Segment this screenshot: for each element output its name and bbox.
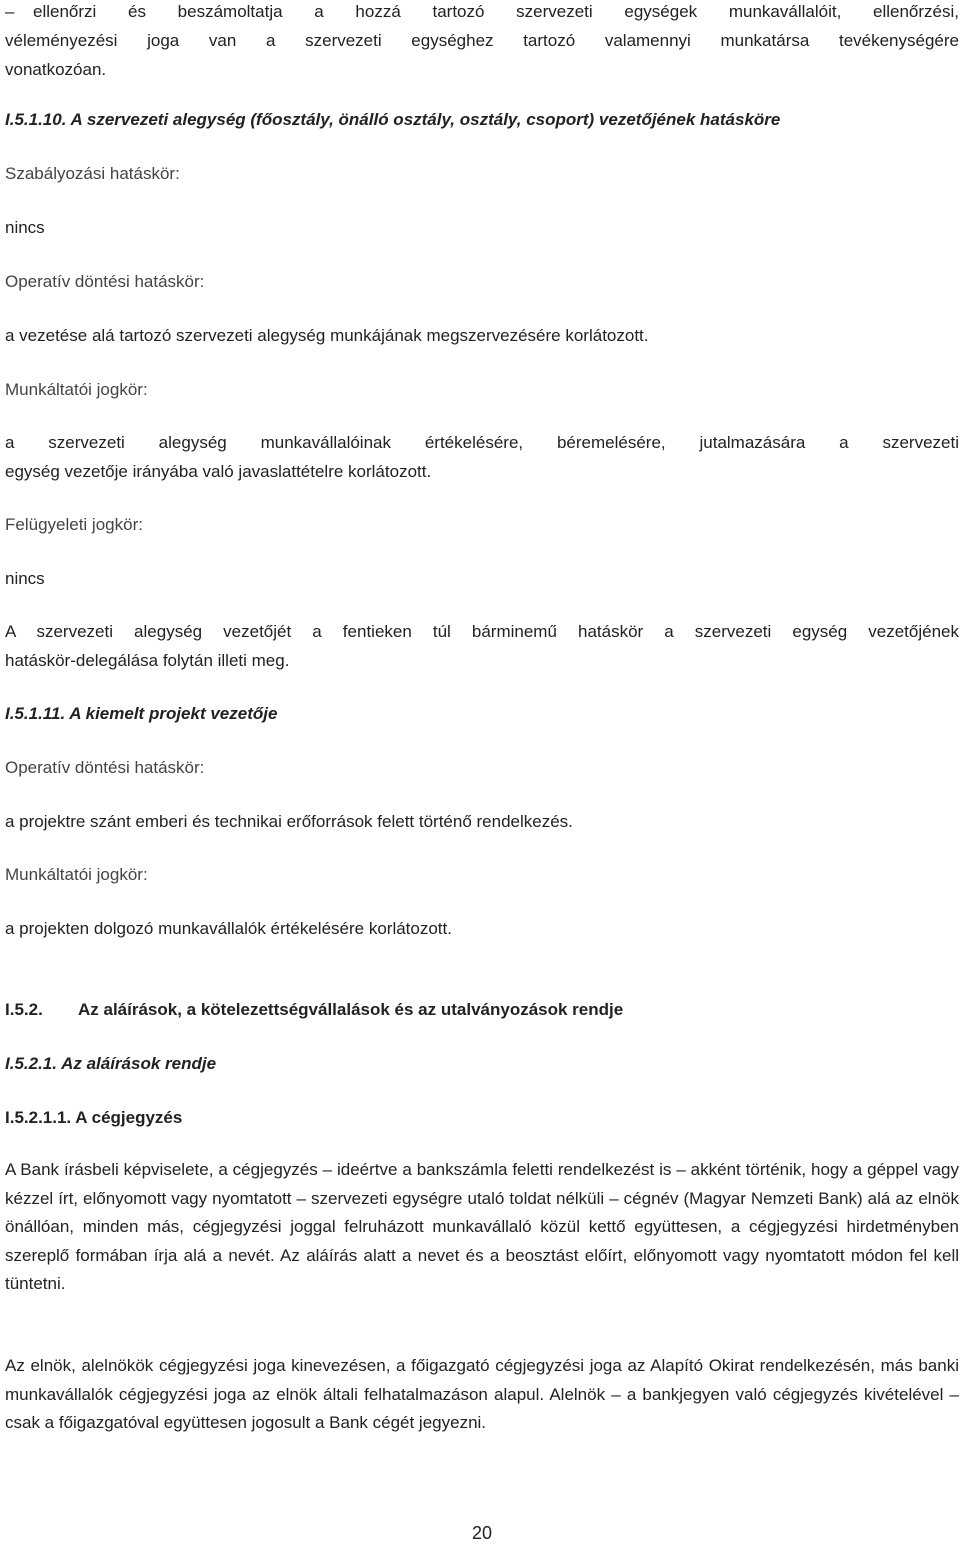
section-heading: I.5.1.11. A kiemelt projekt vezetője [5,704,278,723]
operative-authority-value: a vezetése alá tartozó szervezeti alegység munkájának megszervezésére korlátozott. [5,326,649,345]
note-line: hatáskör-delegálása folytán illeti meg. [5,651,290,670]
chapter-heading [5,1000,959,1020]
employer-authority-label: Munkáltatói jogkör: [5,380,148,399]
page-number: 20 [471,1523,493,1543]
list-item-line: vonatkozóan. [5,60,107,79]
employer-authority-value-line: egység vezetője irányába való javaslattételre korlátozott. [5,462,432,481]
list-item-line: ellenőrzi és beszámoltatja a hozzá tartozó szervezeti egységek munkavállalóit, ellenőrzési, [33,2,959,21]
regulatory-authority-label: Szabályozási hatáskör: [5,164,180,183]
chapter-number: I.5.2. [5,1000,43,1019]
employer-authority-value: a projekten dolgozó munkavállalók értékelésére korlátozott. [5,919,452,938]
operative-authority-value: a projektre szánt emberi és technikai erőforrások felett történő rendelkezés. [5,812,573,831]
paragraph: A Bank írásbeli képviselete, a cégjegyzés – ideértve a bankszámla feletti rendelkezést is – akként történik, hogy a géppel vagy kézzel írt, előnyomott vagy nyomtatott – szervezeti egységre utaló toldat nélküli – cégnév (Magyar Nemzeti Bank) alá az elnök önállóan, minden más, cégjegyzési joggal felruházott munkavállaló közül kettő együttesen, a cégjegyzési hirdetményben szereplő formában írja alá a nevét. Az aláírás alatt a nevet és a beosztást előírt, előnyomott vagy nyomtatott módon fel kell tüntetni. [5,1160,959,1293]
note-line: A szervezeti alegység vezetőjét a fentieken túl bárminemű hatáskör a szervezeti egység vezetőjének [5,622,959,641]
employer-authority-value-line: a szervezeti alegység munkavállalóinak értékelésére, béremelésére, jutalmazására a szervezeti [5,433,959,452]
employer-authority-label: Munkáltatói jogkör: [5,865,148,884]
list-item-line: véleményezési joga van a szervezeti egységhez tartozó valamennyi munkatársa tevékenységére [5,31,959,50]
operative-authority-label: Operatív döntési hatáskör: [5,758,205,777]
operative-authority-label: Operatív döntési hatáskör: [5,272,205,291]
supervisory-authority-value: nincs [5,569,45,588]
subsub-heading: I.5.2.1.1. A cégjegyzés [5,1108,183,1127]
list-dash: – [5,2,15,21]
chapter-title: Az aláírások, a kötelezettségvállalások és az utalványozások rendje [78,1000,624,1019]
paragraph: Az elnök, alelnökök cégjegyzési joga kinevezésen, a főigazgató cégjegyzési joga az Alapító Okirat rendelkezésén, más banki munkavállalók cégjegyzési joga az elnök általi felhatalmazáson alapul. Alelnök – a bankjegyen való cégjegyzés kivételével – csak a főigazgatóval együttesen jogosult a Bank cégét jegyezni. [5,1356,959,1432]
sub-heading: I.5.2.1. Az aláírások rendje [5,1054,217,1073]
regulatory-authority-value: nincs [5,218,45,237]
section-heading: I.5.1.10. A szervezeti alegység (főosztály, önálló osztály, osztály, csoport) vezetőjének hatásköre [5,110,781,129]
supervisory-authority-label: Felügyeleti jogkör: [5,515,143,534]
document-page [5,0,959,1543]
